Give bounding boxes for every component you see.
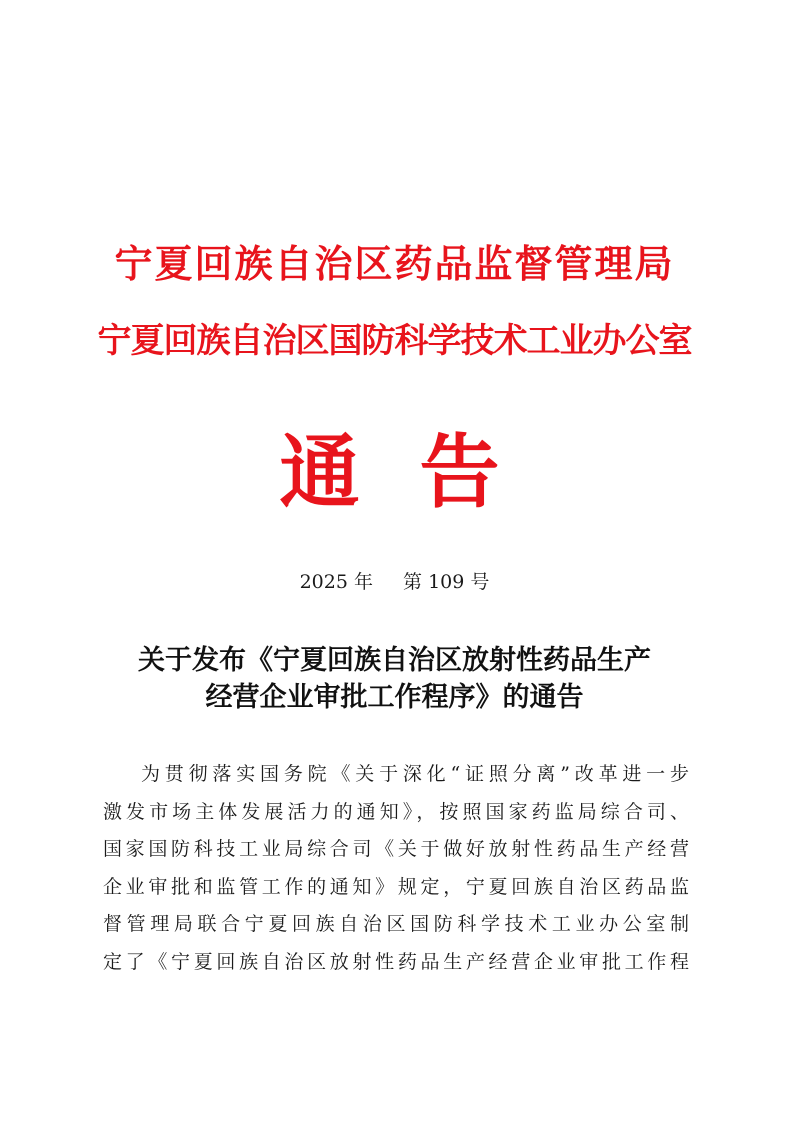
body-line-1: 为贯彻落实国务院《关于深化“证照分离”改革进一步 [141, 763, 689, 785]
document-serial: 第 109 号 [403, 571, 490, 593]
body-line-3: 国家国防科技工业局综合司《关于做好放射性药品生产经营 [103, 838, 689, 860]
body-line-6: 定了《宁夏回族自治区放射性药品生产经营企业审批工作程 [103, 950, 689, 973]
subject-line-2: 经营企业审批工作程序》的通告 [205, 682, 584, 713]
body-line-2: 激发市场主体发展活力的通知》，按照国家药监局综合司、 [103, 800, 689, 823]
body-line-5: 督管理局联合宁夏回族自治区国防科学技术工业办公室制 [103, 913, 689, 935]
subject-line-1: 关于发布《宁夏回族自治区放射性药品生产 [138, 645, 651, 676]
document-number [0, 567, 789, 594]
body-line-4: 企业审批和监管工作的通知》规定，宁夏回族自治区药品监 [103, 875, 689, 898]
document-subject [0, 642, 789, 716]
document-type-title: 通告 [279, 425, 560, 519]
document-year: 2025 年 [299, 571, 373, 593]
body-paragraph [103, 756, 689, 981]
issuing-org-2: 宁夏回族自治区国防科学技术工业办公室 [97, 321, 692, 361]
issuing-org-1: 宁夏回族自治区药品监督管理局 [114, 242, 675, 286]
